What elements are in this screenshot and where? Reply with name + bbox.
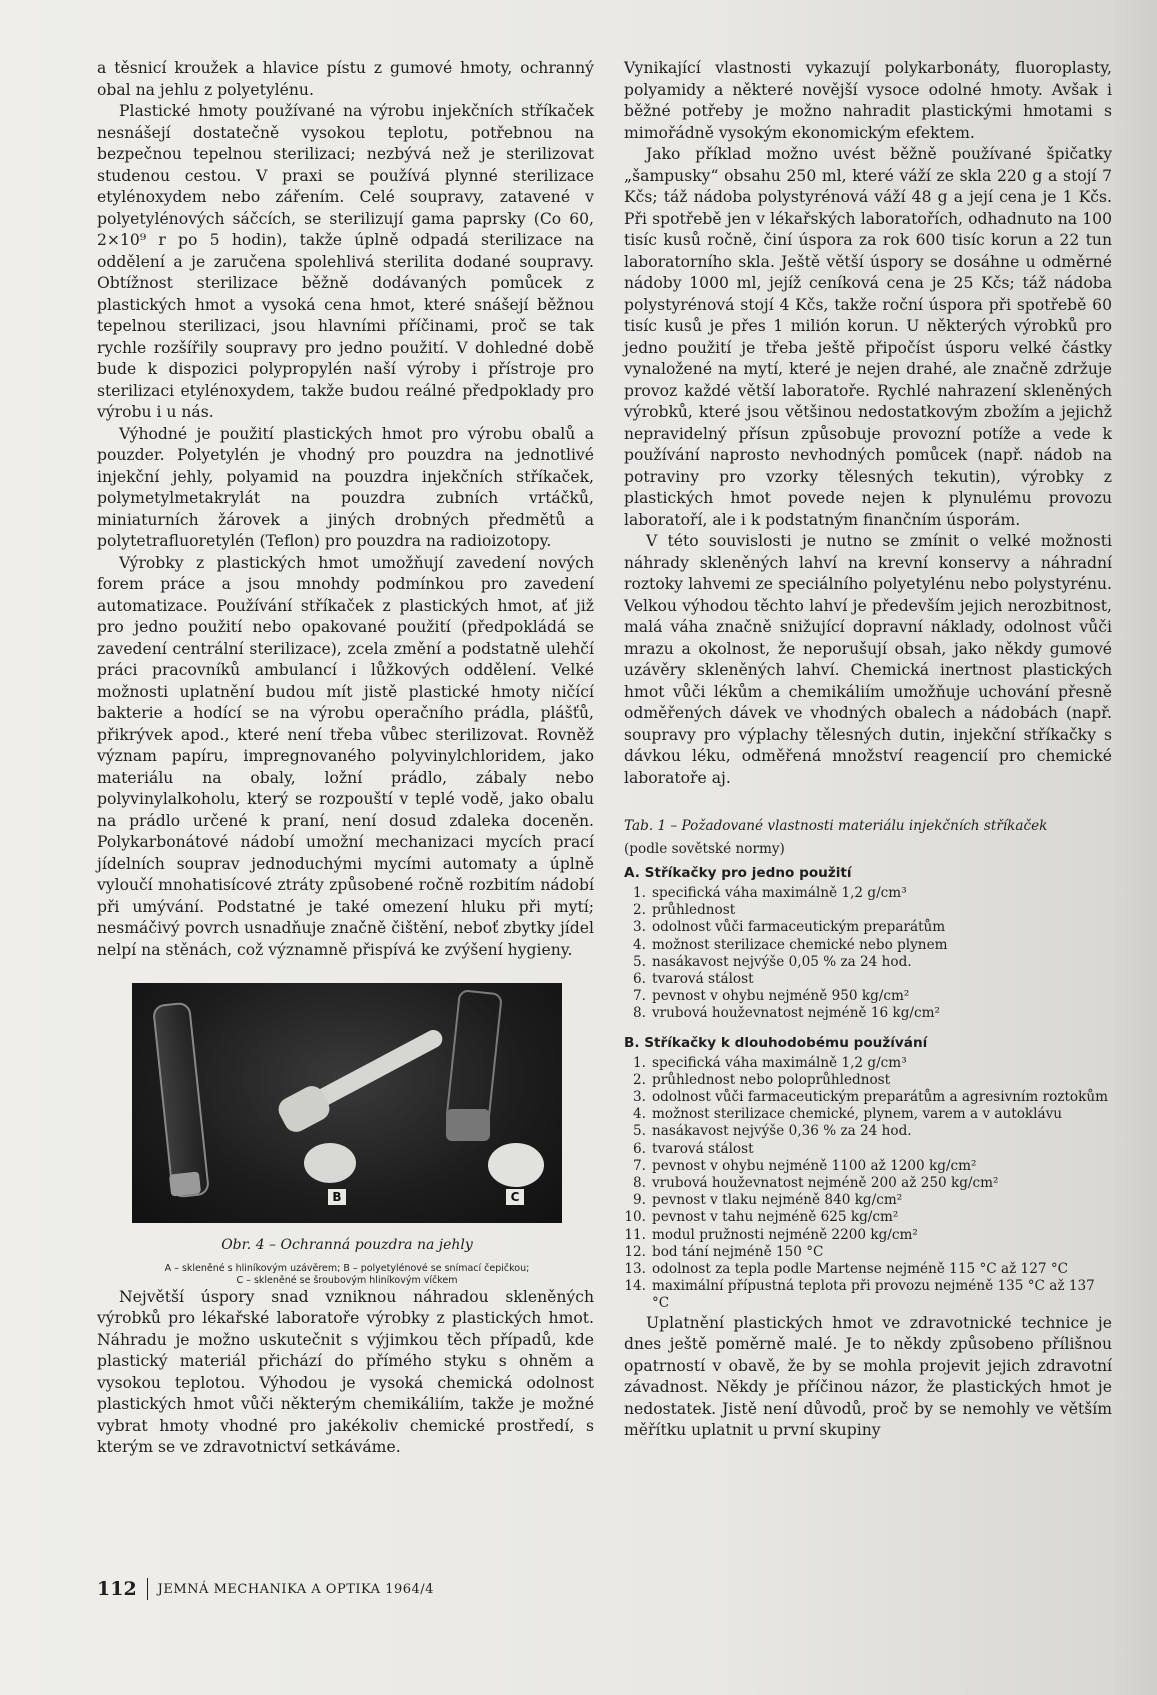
footer-divider — [147, 1578, 148, 1600]
item-text: pevnost v ohybu nejméně 1100 až 1200 kg/cm² — [652, 1157, 977, 1174]
item-text: tvarová stálost — [652, 1140, 754, 1157]
paragraph: Jako příklad možno uvést běžně používané špičatky „šampusky“ obsahu 250 ml, které váží ze skla 220 g a stojí 7 Kčs; táž nádoba polystyrénová váží 48 g a její cena je 1 Kčs. Při spotřebě jen v lékařských laboratořích, odhadnuto na 100 tisíc kusů ročně, činí úspora za rok 600 tisíc korun a 22 tun laboratorního skla. Ještě větší úspory se dosáhne u odměrné nádoby 1000 ml, jejíž ceníková cena je 25 Kčs; táž nádoba polystyrénová stojí 4 Kčs, takže roční úspora při spotřebě 60 tisíc kusů je přes 1 milión korun. U některých výrobků pro jedno použití je třeba ještě připočíst úsporu velké částky vynaložené na mytí, které je nejen drahé, ale značně zdržuje provoz každé větší laboratoře. Rychlé nahrazení skleněných výrobků, které jsou většinou nedostatkovým zbožím a jejichž nepravidelný přísun způsobuje provozní potíže a vede k používání naprosto nevhodných pomůcek (např. nádob na potraviny pro vzorky tělesných tekutin), výrobky z plastických hmot povede nejen k plynulému provozu laboratoří, ale i k podstatným finančním úsporám. — [624, 145, 1112, 529]
item-text: nasákavost nejvýše 0,36 % za 24 hod. — [652, 1123, 912, 1140]
item-text: pevnost v ohybu nejméně 950 kg/cm² — [652, 988, 910, 1005]
item-text: možnost sterilizace chemické nebo plynem — [652, 936, 948, 953]
list-item — [624, 1005, 1112, 1022]
item-text: modul pružnosti nejméně 2200 kg/cm² — [652, 1226, 918, 1243]
item-number: 4. — [633, 1106, 646, 1123]
paragraph: Výrobky z plastických hmot umožňují zavedení nových forem práce a jsou mnohdy podmínkou pro zavedení automatizace. Používání stříkaček z plastických hmot, ať již pro jedno použití nebo opakované použití (předpokládá se zavedení centrální sterilizace), zcela změní a podstatně ulehčí práci pracovníků ambulancí i lůžkových oddělení. Velké možnosti uplatnění budou mít jistě plastické hmoty ničící bakterie a hodící se na výrobu operačního prádla, plášťů, přikrývek apod., které není třeba vůbec sterilizovat. Rovněž význam papíru, impregnovaného polyvinylchloridem, jako materiálu na obaly, ložní prádlo, zábaly nebo polyvinylalkoholu, který se rozpouští v teplé vodě, jako obalu na prádlo určené k praní, není dosud zdaleka doceněn. Polykarbonátové nádobí umožní mechanizaci mycích prací jídelních souprav jednoduchými mycími automaty a úplně vyloučí mnohatisícové ztráty způsobené ročně rozbitím nádobí při umývání. Podstatné je také omezení hluku při mytí; nesmáčivý povrch usnadňuje značně čištění, neboť zbytky jídel nelpí na stěnách, což významně přispívá ke zvýšení hygieny. — [97, 553, 594, 959]
list-item — [624, 1158, 1112, 1175]
item-text: vrubová houževnatost nejméně 16 kg/cm² — [652, 1005, 940, 1022]
item-number: 2. — [633, 1071, 646, 1088]
page-footer — [97, 1578, 434, 1600]
item-text: pevnost v tahu nejméně 625 kg/cm² — [652, 1209, 899, 1226]
list-item — [624, 1055, 1112, 1072]
list-item — [624, 1072, 1112, 1089]
item-number: 6. — [633, 971, 646, 988]
figure-4 — [132, 983, 562, 1287]
list-item — [624, 1209, 1112, 1226]
item-text: specifická váha maximálně 1,2 g/cm³ — [652, 1054, 907, 1071]
item-number: 14. — [624, 1278, 646, 1295]
list-item — [624, 988, 1112, 1005]
item-number: 13. — [624, 1261, 646, 1278]
table-section-a-list — [624, 885, 1112, 1023]
right-column — [624, 58, 1112, 1442]
journal-title: JEMNÁ MECHANIKA A OPTIKA 1964/4 — [157, 1581, 434, 1597]
paragraph: Výhodné je použití plastických hmot pro výrobu obalů a pouzder. Polyetylén je vhodný pro pouzdra na jednotlivé injekční jehly, polyamid na pouzdra injekčních stříkaček, polymetylmetakrylát na pouzdra zubních vrtáčků, miniaturních žárovek a jiných drobných předmětů a polytetrafluoretylén (Teflon) pro pouzdra na radioizotopy. — [97, 424, 594, 550]
aluminium-cap-a — [169, 1171, 201, 1196]
paragraph: Vynikající vlastnosti vykazují polykarbonáty, fluoroplasty, polyamidy a některé novější vysoce odolné hmoty. Avšak i běžné potřeby je možno nahradit plastickými hmotami s mimořádně vysokým ekonomickým efektem. — [624, 59, 1112, 142]
item-number: 1. — [633, 1054, 646, 1071]
item-number: 3. — [633, 919, 646, 936]
item-number: 6. — [633, 1140, 646, 1157]
item-number: 4. — [633, 936, 646, 953]
item-text: odolnost za tepla podle Martense nejméně 115 °C až 127 °C — [652, 1261, 1069, 1278]
paragraph: V této souvislosti je nutno se zmínit o velké možnosti náhrady skleněných lahví na krevní konservy a náhradní roztoky lahvemi ze speciálního polyetylénu nebo polystyrénu. Velkou výhodou těchto lahví je především jejich nerozbitnost, malá váha značně snižující dopravní náklady, odolnost vůči mrazu a okolnost, že neporušují obsah, jako někdy gumové uzávěry skleněných lahví. Chemická inertnost plastických hmot vůči lékům a chemikáliím umožňuje uchování přesně odměřených dávek ve vhodných obalech a nádobách (např. soupravy pro výplachy tělesných dutin, injekční stříkačky s dávkou léku, odměřená množství reagencií pro chemické laboratoře aj. — [624, 532, 1112, 787]
needle-cases-photo — [132, 983, 562, 1223]
list-item — [624, 1089, 1112, 1106]
item-text: průhlednost — [652, 902, 736, 919]
paragraph: Plastické hmoty používané na výrobu injekčních stříkaček nesnášejí dostatečně vysokou teplotu, potřebnou na bezpečnou tepelnou sterilizaci; nezbývá než je sterilizovat studenou cestou. V praxi se používá plynné sterilizace etylénoxydem nebo zářením. Celé soupravy, zatavené v polyetylénových sáčcích, se sterilizují gama paprsky (Co 60, 2×10⁹ r po 5 hodin), takže úplně odpadá sterilizace na oddělení a je zaručena spolehlivá sterilita dodané soupravy. Obtížnost sterilizace běžně dodávaných pomůcek z plastických hmot a vysoká cena hmot, které snášejí běžnou tepelnou sterilizaci, jsou hlavními příčinami, proč se tak rychle rozšířily soupravy pro jedno použití. V dohledné době bude k dispozici polypropylén naší výroby i přístroje pro sterilizaci etylénoxydem, takže budou reálné předpoklady pro výrobu i u nás. — [97, 102, 594, 421]
item-text: tvarová stálost — [652, 971, 754, 988]
table-subtitle: (podle sovětské normy) — [624, 841, 785, 857]
list-item — [624, 919, 1112, 936]
list-item — [624, 937, 1112, 954]
item-number: 9. — [633, 1192, 646, 1209]
item-text: specifická váha maximálně 1,2 g/cm³ — [652, 885, 907, 901]
list-item — [624, 1106, 1112, 1123]
item-number: 10. — [624, 1209, 646, 1226]
item-number: 11. — [624, 1226, 646, 1243]
paragraph: Největší úspory snad vzniknou náhradou skleněných výrobků pro lékařské laboratoře výrobky z plastických hmot. Náhradu je možno uskutečnit s výjimkou těch případů, kde plastický materiál přichází do přímého styku s ohněm a vysokou teplotou. Výhodou je vysoká chemická odolnost plastických hmot vůči některým chemikáliím, takže je možné vybrat hmoty vhodné pro jakékoliv chemické prostředí, s kterým se ve zdravotnictví setkáváme. — [97, 1287, 594, 1456]
list-item — [624, 1141, 1112, 1158]
list-item — [624, 1123, 1112, 1140]
table-1 — [624, 817, 1112, 1313]
glass-vial-a — [152, 1002, 210, 1199]
table-section-b-list — [624, 1055, 1112, 1313]
figure-caption: Obr. 4 – Ochranná pouzdra na jehly — [221, 1237, 473, 1253]
item-number: 5. — [633, 953, 646, 970]
screw-cap-c — [446, 1109, 490, 1141]
figure-legend-line: A – skleněné s hliníkovým uzávěrem; B – polyetylénové se snímací čepičkou; — [164, 1262, 530, 1274]
paragraph: Uplatnění plastických hmot ve zdravotnické technice je dnes ještě poměrně malé. Je to někdy způsobeno přílišnou opatrností v obavě, že by se mohla projevit jejich zdravotní závadnost. Někdy je příčinou názor, že plastických hmot je nedostatek. Jistě není důvodů, proč by se nemohly ve větším měřítku uplatnit u první skupiny — [624, 1313, 1112, 1440]
item-number: 7. — [633, 1157, 646, 1174]
item-text: průhlednost nebo poloprůhlednost — [652, 1071, 891, 1088]
list-item — [624, 902, 1112, 919]
item-number: 2. — [633, 902, 646, 919]
item-text: pevnost v tlaku nejméně 840 kg/cm² — [652, 1192, 903, 1209]
item-text: nasákavost nejvýše 0,05 % za 24 hod. — [652, 953, 912, 970]
figure-legend-line: C – skleněné se šroubovým hliníkovým víčkem — [236, 1274, 458, 1286]
glass-vial-c — [445, 989, 503, 1127]
photo-label-b: B — [328, 1189, 346, 1205]
item-text: odolnost vůči farmaceutickým preparátům a agresivním roztokům — [652, 1089, 1108, 1106]
item-text: odolnost vůči farmaceutickým preparátům — [652, 919, 946, 936]
item-text: vrubová houževnatost nejméně 200 až 250 kg/cm² — [652, 1175, 999, 1192]
list-item — [624, 885, 1112, 902]
list-item — [624, 1244, 1112, 1261]
list-item — [624, 954, 1112, 971]
list-item — [624, 971, 1112, 988]
list-item — [624, 1192, 1112, 1209]
list-item — [624, 1278, 1112, 1312]
list-item — [624, 1175, 1112, 1192]
figure-legend — [132, 1263, 562, 1287]
page-number: 112 — [97, 1578, 137, 1600]
item-number: 3. — [633, 1089, 646, 1106]
item-number: 8. — [633, 1175, 646, 1192]
paragraph: a těsnicí kroužek a hlavice pístu z gumové hmoty, ochranný obal na jehlu z polyetylénu. — [97, 59, 594, 99]
item-number: 12. — [624, 1243, 646, 1260]
list-item — [624, 1261, 1112, 1278]
snap-cap-b — [304, 1143, 356, 1183]
item-text: bod tání nejméně 150 °C — [652, 1243, 824, 1260]
item-text: možnost sterilizace chemické, plynem, varem a v autoklávu — [652, 1106, 1063, 1123]
table-title: Tab. 1 – Požadované vlastnosti materiálu injekčních stříkaček — [624, 818, 1048, 834]
item-number: 7. — [633, 988, 646, 1005]
left-column — [97, 58, 594, 1459]
item-number: 8. — [633, 1005, 646, 1022]
item-text: maximální přípustná teplota při provozu nejméně 135 °C až 137 °C — [652, 1278, 1095, 1312]
table-section-heading: B. Stříkačky k dlouhodobému používání — [624, 1034, 928, 1051]
item-number: 5. — [633, 1123, 646, 1140]
list-item — [624, 1227, 1112, 1244]
table-section-heading: A. Stříkačky pro jedno použití — [624, 865, 852, 881]
photo-label-c: C — [506, 1189, 524, 1205]
screw-lid-c — [488, 1143, 544, 1187]
item-number: 1. — [633, 885, 646, 901]
